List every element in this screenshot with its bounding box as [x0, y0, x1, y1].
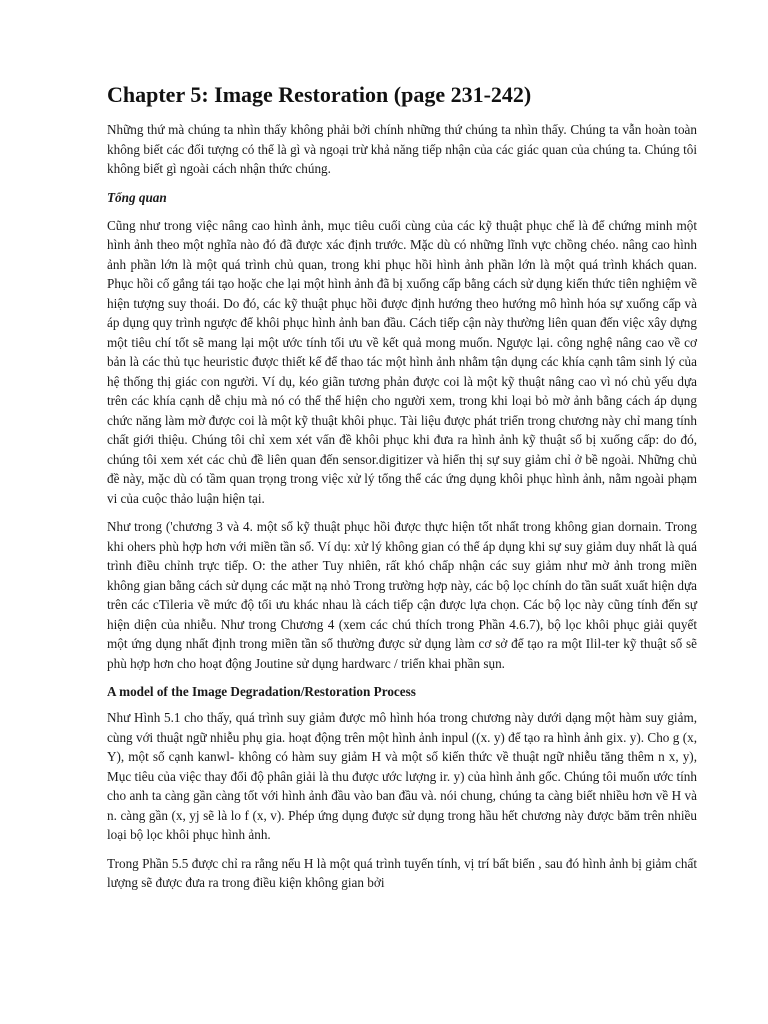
document-page	[107, 80, 697, 902]
overview-paragraph-1: Cũng như trong việc nâng cao hình ảnh, mục tiêu cuối cùng của các kỹ thuật phục chế là để chứng minh một hình ảnh theo một nghĩa nào đó đã được xác định trước. Mặc dù có những lĩnh vực chồng chéo. nâng cao hình ảnh phần lớn là một quá trình chủ quan, trong khi phục hồi hình ảnh phần lớn là một quá trình khách quan. Phục hồi cố gắng tái tạo hoặc che lại một hình ảnh đã bị xuống cấp bằng cách sử dụng kiến thức tiên nghiệm về hiện tượng suy thoái. Do đó, các kỹ thuật phục hồi được định hướng theo hướng mô hình hóa sự xuống cấp và áp dụng quy trình ngược để khôi phục hình ảnh ban đầu. Cách tiếp cận này thường liên quan đến việc xây dựng một tiêu chí tốt sẽ mang lại một ước tính tối ưu về kết quả mong muốn. Ngược lại. công nghệ nâng cao về cơ bản là các thủ tục heuristic được thiết kế để thao tác một hình ảnh nhằm tận dụng các khía cạnh tâm sinh lý của hệ thống thị giác con người. Ví dụ, kéo giãn tương phản được coi là một kỹ thuật nâng cao vì nó chủ yếu dựa trên các khía cạnh dễ chịu mà nó có thể thể hiện cho người xem, trong khi loại bỏ mờ ảnh bằng cách áp dụng chức năng làm mờ được coi là một kỹ thuật khôi phục. Tài liệu được phát triển trong chương này chỉ mang tính chất giới thiệu. Chúng tôi chỉ xem xét vấn đề khôi phục khi đưa ra hình ảnh kỹ thuật số bị xuống cấp: do đó, chúng tôi xem xét các chủ đề liên quan đến sensor.digitizer và hiển thị sự suy giảm chỉ ở bề ngoài. Những chủ đề này, mặc dù có tầm quan trọng trong việc xử lý tổng thể các ứng dụng khôi phục hình ảnh, nằm ngoài phạm vi của cuộc thảo luận hiện tại.	[107, 217, 697, 506]
model-paragraph-2: Trong Phần 5.5 được chỉ ra rằng nếu H là một quá trình tuyến tính, vị trí bất biến , sau đó hình ảnh bị giảm chất lượng sẽ được đưa ra trong điều kiện không gian bởi	[107, 855, 697, 890]
model-heading: A model of the Image Degradation/Restoration Process	[107, 684, 416, 699]
chapter-title: Chapter 5: Image Restoration (page 231-242)	[107, 82, 532, 107]
model-paragraph-1: Như Hình 5.1 cho thấy, quá trình suy giảm được mô hình hóa trong chương này dưới dạng một hàm suy giảm, cùng với thuật ngữ nhiễu phụ gia. hoạt động trên một hình ảnh inpul ((x. y) để tạo ra hình ảnh gix. y). Cho g (x, Y), một số cạnh kanwl- không có hàm suy giảm H và một số kiến thức về thuật ngữ nhiễu tăng thêm n x, y), Mục tiêu của việc thay đổi độ phân giải là thu được ước lượng ir. y) của hình ảnh gốc. Chúng tôi muốn ước tính cho anh ta càng gần càng tốt với hình ảnh đầu vào ban đầu và. nói chung, chúng ta càng biết nhiều hơn về H và n. càng gần (x, yj sẽ là lo f (x, v). Phép ứng dụng được sử dụng trong hầu hết chương này được băm trên nhiều loại bộ lọc khôi phục hình ảnh.	[107, 710, 697, 842]
intro-paragraph: Những thứ mà chúng ta nhìn thấy không phải bởi chính những thứ chúng ta nhìn thấy. Chúng ta vẫn hoàn toàn không biết các đối tượng có thể là gì và ngoại trừ khả năng tiếp nhận của các giác quan của chúng ta. Chúng tôi không biết gì ngoài cách nhận thức chúng.	[107, 122, 697, 176]
overview-heading: Tổng quan	[107, 189, 167, 205]
overview-paragraph-2: Như trong ('chương 3 và 4. một số kỹ thuật phục hồi được thực hiện tốt nhất trong không gian dornain. Trong khi ohers phù hợp hơn với miền tần số. Ví dụ: xử lý không gian có thể áp dụng khi sự suy giảm duy nhất là quá trình điều chỉnh trực tiếp. O: the ather Tuy nhiên, rất khó chấp nhận các suy giảm như mờ ảnh trong miền không gian bằng cách sử dụng các mặt nạ nhỏ Trong trường hợp này, các bộ lọc chính do tần suất xuất hiện dựa trên các cTileria về mức độ tối ưu khác nhau là cách tiếp cận được lựa chọn. Các bộ lọc này cũng tính đến sự hiện diện của nhiễu. Như trong Chương 4 (xem các chú thích trong Phần 4.6.7), bộ lọc khôi phục giải quyết một ứng dụng nhất định trong miền tần số thường được sử dụng làm cơ sở để tạo ra một Ilil-ter kỹ thuật số sẽ phù hợp hơn cho hoạt động Joutine sử dụng hardwarc / triển khai phần sụn.	[107, 519, 697, 671]
